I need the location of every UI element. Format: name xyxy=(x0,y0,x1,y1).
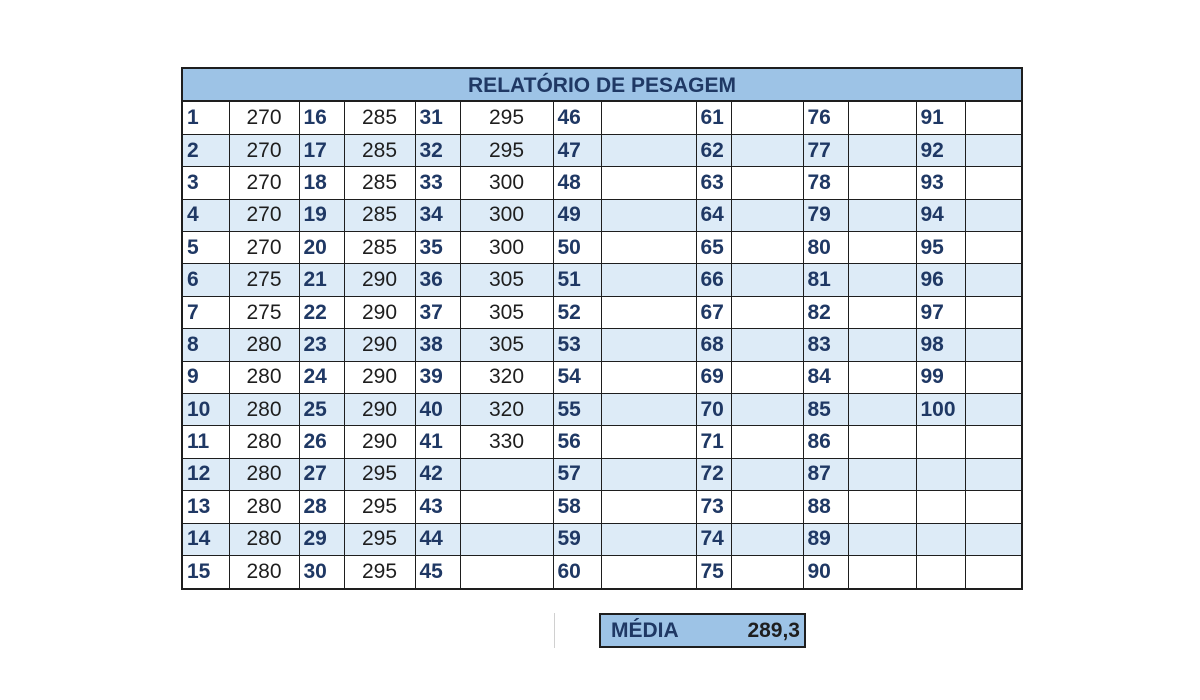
row-index-cell: 54 xyxy=(553,361,601,393)
weight-value-cell xyxy=(965,329,1021,361)
table-row xyxy=(183,264,1021,296)
weight-value-cell: 280 xyxy=(229,361,299,393)
weight-value-cell xyxy=(601,232,696,264)
row-index-cell: 26 xyxy=(299,426,344,458)
weight-value-cell: 270 xyxy=(229,102,299,134)
weight-value-cell: 305 xyxy=(460,329,553,361)
row-index-cell: 2 xyxy=(183,134,229,166)
row-index-cell: 41 xyxy=(415,426,460,458)
row-index-cell: 81 xyxy=(803,264,848,296)
report-title: RELATÓRIO DE PESAGEM xyxy=(183,69,1021,102)
weight-value-cell xyxy=(601,394,696,426)
row-index-cell: 51 xyxy=(553,264,601,296)
weight-value-cell xyxy=(731,264,803,296)
table-row xyxy=(183,523,1021,555)
row-index-cell: 83 xyxy=(803,329,848,361)
weight-value-cell xyxy=(965,491,1021,523)
weight-value-cell xyxy=(848,458,916,490)
row-index-cell xyxy=(916,555,965,587)
weight-value-cell xyxy=(848,394,916,426)
row-index-cell: 95 xyxy=(916,232,965,264)
row-index-cell: 53 xyxy=(553,329,601,361)
row-index-cell: 3 xyxy=(183,167,229,199)
table-row xyxy=(183,426,1021,458)
row-index-cell: 86 xyxy=(803,426,848,458)
row-index-cell: 62 xyxy=(696,134,731,166)
row-index-cell: 16 xyxy=(299,102,344,134)
row-index-cell: 44 xyxy=(415,523,460,555)
row-index-cell xyxy=(916,458,965,490)
weight-value-cell: 275 xyxy=(229,264,299,296)
row-index-cell: 33 xyxy=(415,167,460,199)
weight-value-cell xyxy=(731,361,803,393)
weight-value-cell: 290 xyxy=(344,296,415,328)
weight-value-cell xyxy=(601,555,696,587)
weight-value-cell xyxy=(965,167,1021,199)
weight-value-cell xyxy=(965,555,1021,587)
weight-value-cell xyxy=(601,491,696,523)
row-index-cell: 64 xyxy=(696,199,731,231)
row-index-cell: 97 xyxy=(916,296,965,328)
weight-value-cell xyxy=(601,264,696,296)
row-index-cell: 59 xyxy=(553,523,601,555)
row-index-cell: 25 xyxy=(299,394,344,426)
weight-value-cell xyxy=(848,361,916,393)
weight-value-cell xyxy=(731,102,803,134)
weight-value-cell xyxy=(965,458,1021,490)
weight-value-cell xyxy=(965,134,1021,166)
weight-value-cell: 330 xyxy=(460,426,553,458)
row-index-cell: 35 xyxy=(415,232,460,264)
weight-value-cell xyxy=(965,199,1021,231)
table-row xyxy=(183,329,1021,361)
weight-value-cell xyxy=(848,102,916,134)
weight-value-cell xyxy=(848,264,916,296)
row-index-cell: 6 xyxy=(183,264,229,296)
row-index-cell: 87 xyxy=(803,458,848,490)
row-index-cell xyxy=(916,523,965,555)
weight-value-cell: 320 xyxy=(460,361,553,393)
row-index-cell: 22 xyxy=(299,296,344,328)
weight-value-cell xyxy=(731,199,803,231)
weight-value-cell: 270 xyxy=(229,199,299,231)
row-index-cell: 15 xyxy=(183,555,229,587)
weight-value-cell xyxy=(601,296,696,328)
weight-value-cell: 290 xyxy=(344,264,415,296)
row-index-cell: 31 xyxy=(415,102,460,134)
row-index-cell: 55 xyxy=(553,394,601,426)
row-index-cell: 20 xyxy=(299,232,344,264)
average-box xyxy=(599,613,806,648)
weight-value-cell: 300 xyxy=(460,167,553,199)
row-index-cell: 9 xyxy=(183,361,229,393)
weight-value-cell: 290 xyxy=(344,426,415,458)
table-row xyxy=(183,296,1021,328)
row-index-cell: 91 xyxy=(916,102,965,134)
row-index-cell: 66 xyxy=(696,264,731,296)
table-row xyxy=(183,555,1021,587)
weight-value-cell: 300 xyxy=(460,232,553,264)
weight-value-cell xyxy=(601,102,696,134)
weight-value-cell: 280 xyxy=(229,329,299,361)
weight-value-cell xyxy=(601,199,696,231)
row-index-cell: 11 xyxy=(183,426,229,458)
row-index-cell: 72 xyxy=(696,458,731,490)
row-index-cell: 21 xyxy=(299,264,344,296)
row-index-cell: 78 xyxy=(803,167,848,199)
row-index-cell: 65 xyxy=(696,232,731,264)
weight-value-cell: 295 xyxy=(344,555,415,587)
weight-value-cell xyxy=(965,361,1021,393)
weight-value-cell: 285 xyxy=(344,134,415,166)
weight-value-cell xyxy=(731,296,803,328)
weight-value-cell xyxy=(731,167,803,199)
weight-value-cell: 305 xyxy=(460,264,553,296)
row-index-cell: 77 xyxy=(803,134,848,166)
table-row xyxy=(183,491,1021,523)
weight-value-cell xyxy=(731,458,803,490)
row-index-cell: 29 xyxy=(299,523,344,555)
row-index-cell: 42 xyxy=(415,458,460,490)
weight-value-cell: 300 xyxy=(460,199,553,231)
weight-value-cell xyxy=(848,426,916,458)
row-index-cell: 71 xyxy=(696,426,731,458)
row-index-cell: 36 xyxy=(415,264,460,296)
weight-value-cell: 285 xyxy=(344,167,415,199)
weight-value-cell: 280 xyxy=(229,426,299,458)
weight-value-cell xyxy=(460,523,553,555)
row-index-cell: 47 xyxy=(553,134,601,166)
row-index-cell: 50 xyxy=(553,232,601,264)
row-index-cell: 90 xyxy=(803,555,848,587)
row-index-cell: 61 xyxy=(696,102,731,134)
table-row xyxy=(183,199,1021,231)
row-index-cell: 28 xyxy=(299,491,344,523)
weight-value-cell xyxy=(601,458,696,490)
weight-value-cell xyxy=(601,167,696,199)
average-label: MÉDIA xyxy=(611,618,679,642)
weight-value-cell xyxy=(848,134,916,166)
weight-value-cell xyxy=(848,167,916,199)
weight-value-cell xyxy=(601,329,696,361)
weight-value-cell xyxy=(965,394,1021,426)
weight-value-cell xyxy=(731,426,803,458)
weight-value-cell xyxy=(731,232,803,264)
weight-value-cell xyxy=(848,491,916,523)
table-row xyxy=(183,361,1021,393)
row-index-cell: 19 xyxy=(299,199,344,231)
row-index-cell: 39 xyxy=(415,361,460,393)
row-index-cell: 43 xyxy=(415,491,460,523)
weight-value-cell: 295 xyxy=(344,458,415,490)
weight-value-cell xyxy=(965,296,1021,328)
weight-value-cell xyxy=(848,555,916,587)
row-index-cell: 23 xyxy=(299,329,344,361)
weight-value-cell: 285 xyxy=(344,199,415,231)
row-index-cell: 27 xyxy=(299,458,344,490)
row-index-cell: 12 xyxy=(183,458,229,490)
weight-value-cell xyxy=(460,458,553,490)
weight-value-cell: 270 xyxy=(229,134,299,166)
row-index-cell: 76 xyxy=(803,102,848,134)
weight-value-cell xyxy=(965,264,1021,296)
row-index-cell: 68 xyxy=(696,329,731,361)
table-row xyxy=(183,394,1021,426)
weight-value-cell xyxy=(731,523,803,555)
weight-value-cell xyxy=(601,523,696,555)
weight-value-cell: 290 xyxy=(344,394,415,426)
weight-value-cell xyxy=(965,102,1021,134)
row-index-cell: 45 xyxy=(415,555,460,587)
row-index-cell: 30 xyxy=(299,555,344,587)
weight-value-cell: 320 xyxy=(460,394,553,426)
table-row xyxy=(183,134,1021,166)
table-row xyxy=(183,102,1021,134)
weight-value-cell: 290 xyxy=(344,361,415,393)
row-index-cell: 73 xyxy=(696,491,731,523)
weight-value-cell xyxy=(848,523,916,555)
weight-value-cell: 295 xyxy=(344,491,415,523)
weight-value-cell xyxy=(731,134,803,166)
weighing-report xyxy=(181,67,1023,590)
weight-value-cell: 295 xyxy=(344,523,415,555)
weight-value-cell xyxy=(965,426,1021,458)
row-index-cell: 37 xyxy=(415,296,460,328)
row-index-cell: 5 xyxy=(183,232,229,264)
row-index-cell: 60 xyxy=(553,555,601,587)
row-index-cell: 70 xyxy=(696,394,731,426)
row-index-cell: 84 xyxy=(803,361,848,393)
row-index-cell: 17 xyxy=(299,134,344,166)
weight-value-cell xyxy=(965,232,1021,264)
row-index-cell: 75 xyxy=(696,555,731,587)
weight-value-cell xyxy=(965,523,1021,555)
weight-value-cell: 295 xyxy=(460,102,553,134)
weight-value-cell xyxy=(460,491,553,523)
row-index-cell: 14 xyxy=(183,523,229,555)
row-index-cell: 67 xyxy=(696,296,731,328)
row-index-cell: 1 xyxy=(183,102,229,134)
row-index-cell: 46 xyxy=(553,102,601,134)
weight-value-cell xyxy=(731,329,803,361)
weighing-table xyxy=(183,102,1021,588)
row-index-cell: 99 xyxy=(916,361,965,393)
row-index-cell: 18 xyxy=(299,167,344,199)
weight-value-cell xyxy=(731,555,803,587)
weight-value-cell: 270 xyxy=(229,232,299,264)
row-index-cell: 34 xyxy=(415,199,460,231)
row-index-cell: 89 xyxy=(803,523,848,555)
row-index-cell xyxy=(916,426,965,458)
row-index-cell: 93 xyxy=(916,167,965,199)
row-index-cell: 85 xyxy=(803,394,848,426)
weight-value-cell: 280 xyxy=(229,458,299,490)
weight-value-cell xyxy=(848,296,916,328)
row-index-cell: 48 xyxy=(553,167,601,199)
row-index-cell: 32 xyxy=(415,134,460,166)
weight-value-cell: 280 xyxy=(229,394,299,426)
row-index-cell: 69 xyxy=(696,361,731,393)
weight-value-cell xyxy=(731,394,803,426)
row-index-cell xyxy=(916,491,965,523)
row-index-cell: 52 xyxy=(553,296,601,328)
row-index-cell: 57 xyxy=(553,458,601,490)
row-index-cell: 94 xyxy=(916,199,965,231)
row-index-cell: 38 xyxy=(415,329,460,361)
row-index-cell: 40 xyxy=(415,394,460,426)
weight-value-cell xyxy=(848,329,916,361)
row-index-cell: 82 xyxy=(803,296,848,328)
weight-value-cell xyxy=(731,491,803,523)
row-index-cell: 49 xyxy=(553,199,601,231)
table-row xyxy=(183,458,1021,490)
weight-value-cell xyxy=(601,426,696,458)
row-index-cell: 8 xyxy=(183,329,229,361)
row-index-cell: 100 xyxy=(916,394,965,426)
average-value: 289,3 xyxy=(747,618,800,642)
row-index-cell: 79 xyxy=(803,199,848,231)
weight-value-cell: 280 xyxy=(229,491,299,523)
row-index-cell: 13 xyxy=(183,491,229,523)
row-index-cell: 92 xyxy=(916,134,965,166)
weight-value-cell xyxy=(848,199,916,231)
weight-value-cell xyxy=(601,134,696,166)
weight-value-cell: 270 xyxy=(229,167,299,199)
weight-value-cell: 275 xyxy=(229,296,299,328)
weight-value-cell: 285 xyxy=(344,232,415,264)
weight-value-cell xyxy=(460,555,553,587)
row-index-cell: 80 xyxy=(803,232,848,264)
weight-value-cell: 295 xyxy=(460,134,553,166)
weight-value-cell: 305 xyxy=(460,296,553,328)
row-index-cell: 58 xyxy=(553,491,601,523)
table-row xyxy=(183,167,1021,199)
weight-value-cell: 280 xyxy=(229,523,299,555)
row-index-cell: 10 xyxy=(183,394,229,426)
row-index-cell: 74 xyxy=(696,523,731,555)
weight-value-cell xyxy=(848,232,916,264)
weight-value-cell xyxy=(601,361,696,393)
table-row xyxy=(183,232,1021,264)
row-index-cell: 56 xyxy=(553,426,601,458)
row-index-cell: 24 xyxy=(299,361,344,393)
weight-value-cell: 290 xyxy=(344,329,415,361)
row-index-cell: 4 xyxy=(183,199,229,231)
weight-value-cell: 280 xyxy=(229,555,299,587)
divider-line xyxy=(554,613,555,648)
weight-value-cell: 285 xyxy=(344,102,415,134)
row-index-cell: 98 xyxy=(916,329,965,361)
row-index-cell: 7 xyxy=(183,296,229,328)
row-index-cell: 88 xyxy=(803,491,848,523)
row-index-cell: 63 xyxy=(696,167,731,199)
row-index-cell: 96 xyxy=(916,264,965,296)
